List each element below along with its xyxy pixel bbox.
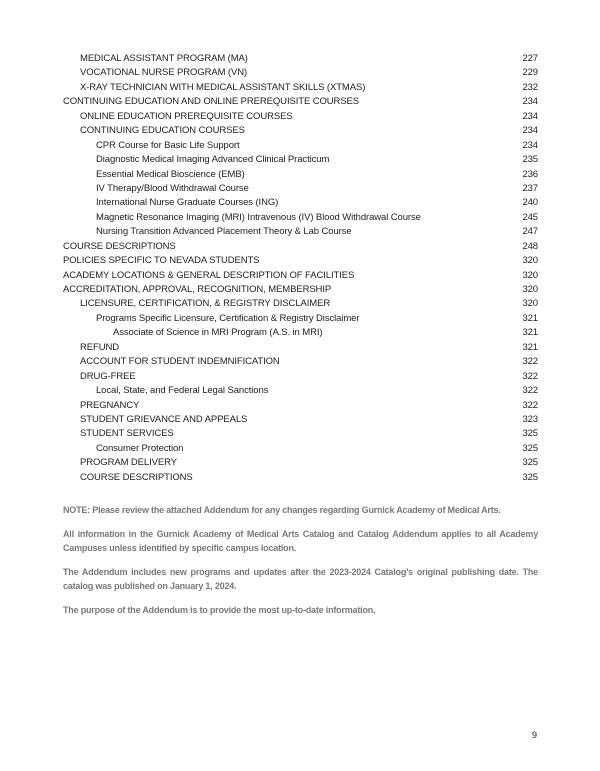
note-paragraph: The purpose of the Addendum is to provide the most up-to-date information. bbox=[63, 604, 376, 615]
toc-entry[interactable] bbox=[63, 342, 538, 356]
toc-entry-label: VOCATIONAL NURSE PROGRAM (VN) bbox=[80, 67, 248, 79]
toc-entry[interactable] bbox=[63, 313, 538, 327]
toc-entry[interactable] bbox=[63, 298, 538, 312]
toc-entry-label: ACCREDITATION, APPROVAL, RECOGNITION, MEMBERSHIP bbox=[63, 284, 332, 295]
toc-entry-page-number: 321 bbox=[522, 312, 538, 324]
toc-entry-label: Nursing Transition Advanced Placement Theory & Lab Course bbox=[96, 226, 352, 238]
notes-section bbox=[63, 503, 538, 626]
toc-entry[interactable] bbox=[63, 472, 538, 486]
toc-entry-label: ACCOUNT FOR STUDENT INDEMNIFICATION bbox=[80, 356, 280, 368]
toc-entry-page-number: 322 bbox=[522, 385, 538, 397]
toc-entry[interactable] bbox=[63, 457, 538, 471]
toc-entry[interactable] bbox=[63, 111, 538, 125]
toc-entry-label: X-RAY TECHNICIAN WITH MEDICAL ASSISTANT SKILLS (XTMAS) bbox=[80, 81, 366, 93]
toc-entry-page-number: 322 bbox=[522, 356, 538, 368]
toc-entry-label: International Nurse Graduate Courses (ING) bbox=[96, 197, 279, 209]
toc-entry[interactable] bbox=[63, 125, 538, 139]
toc-entry-page-number: 320 bbox=[522, 255, 538, 267]
toc-entry-page-number: 325 bbox=[522, 471, 538, 483]
toc-entry-label: Programs Specific Licensure, Certification & Registry Disclaimer bbox=[96, 312, 360, 324]
toc-entry-page-number: 322 bbox=[522, 399, 538, 411]
footer-page-number: 9 bbox=[531, 730, 537, 740]
toc-entry[interactable] bbox=[63, 212, 538, 226]
toc-entry[interactable] bbox=[63, 226, 538, 240]
toc-entry-page-number: 240 bbox=[522, 197, 538, 209]
toc-entry[interactable] bbox=[63, 67, 538, 81]
toc-entry-label: COURSE DESCRIPTIONS bbox=[63, 240, 176, 252]
toc-entry[interactable] bbox=[63, 428, 538, 442]
toc-entry[interactable] bbox=[63, 154, 538, 168]
toc-entry-label: REFUND bbox=[80, 341, 119, 353]
toc-entry-label: PREGNANCY bbox=[80, 399, 140, 411]
toc-entry[interactable] bbox=[63, 241, 538, 255]
toc-entry-page-number: 234 bbox=[522, 96, 538, 108]
toc-entry-label: COURSE DESCRIPTIONS bbox=[80, 471, 193, 483]
toc-entry-label: Magnetic Resonance Imaging (MRI) Intravenous (IV) Blood Withdrawal Course bbox=[96, 211, 421, 223]
toc-entry-label: CPR Course for Basic Life Support bbox=[96, 139, 240, 151]
toc-entry-page-number: 234 bbox=[522, 110, 538, 122]
toc-entry[interactable] bbox=[63, 169, 538, 183]
toc-entry-label: DRUG-FREE bbox=[80, 370, 136, 382]
toc-entry[interactable] bbox=[63, 82, 538, 96]
toc-entry-label: Consumer Protection bbox=[96, 442, 184, 454]
toc-entry-label: STUDENT SERVICES bbox=[80, 428, 174, 440]
toc-entry-label: ONLINE EDUCATION PREREQUISITE COURSES bbox=[80, 110, 293, 122]
toc-entry[interactable] bbox=[63, 414, 538, 428]
toc-entry[interactable] bbox=[63, 197, 538, 211]
toc-entry-label: LICENSURE, CERTIFICATION, & REGISTRY DISCLAIMER bbox=[80, 298, 331, 310]
toc-entry-label: PROGRAM DELIVERY bbox=[80, 457, 177, 469]
note-paragraph: The Addendum includes new programs and updates after the 2023-2024 Catalog’s original publishing date. The catalog was published on January 1, 2024. bbox=[63, 566, 538, 591]
toc-entry-page-number: 323 bbox=[522, 413, 538, 425]
toc-entry[interactable] bbox=[63, 385, 538, 399]
toc-entry-label: Associate of Science in MRI Program (A.S. in MRI) bbox=[113, 327, 323, 339]
toc-entry-page-number: 322 bbox=[522, 370, 538, 382]
toc-entry-page-number: 320 bbox=[522, 269, 538, 281]
toc-entry-page-number: 325 bbox=[522, 457, 538, 469]
toc-entry-page-number: 234 bbox=[522, 139, 538, 151]
toc-entry-label: Diagnostic Medical Imaging Advanced Clinical Practicum bbox=[96, 154, 330, 166]
toc-entry-label: MEDICAL ASSISTANT PROGRAM (MA) bbox=[80, 53, 248, 64]
toc-entry-page-number: 320 bbox=[522, 298, 538, 310]
toc-list bbox=[63, 53, 538, 486]
toc-entry-page-number: 245 bbox=[522, 211, 538, 223]
toc-entry[interactable] bbox=[63, 140, 538, 154]
toc-entry-page-number: 237 bbox=[522, 182, 538, 194]
toc-entry-label: CONTINUING EDUCATION COURSES bbox=[80, 125, 245, 137]
toc-entry-page-number: 321 bbox=[522, 327, 538, 339]
toc-entry-label: Local, State, and Federal Legal Sanctions bbox=[96, 385, 269, 397]
toc-entry-page-number: 227 bbox=[522, 53, 538, 64]
toc-entry-page-number: 325 bbox=[522, 442, 538, 454]
toc-entry-page-number: 229 bbox=[522, 67, 538, 79]
toc-entry-label: POLICIES SPECIFIC TO NEVADA STUDENTS bbox=[63, 255, 260, 267]
toc-entry[interactable] bbox=[63, 400, 538, 414]
toc-entry[interactable] bbox=[63, 371, 538, 385]
toc-entry[interactable] bbox=[63, 53, 538, 67]
toc-entry[interactable] bbox=[63, 96, 538, 110]
toc-entry[interactable] bbox=[63, 327, 538, 341]
toc-entry-label: Essential Medical Bioscience (EMB) bbox=[96, 168, 245, 180]
toc-entry-page-number: 320 bbox=[522, 284, 538, 295]
toc-entry-label: STUDENT GRIEVANCE AND APPEALS bbox=[80, 413, 248, 425]
toc-entry[interactable] bbox=[63, 284, 538, 298]
toc-entry-label: IV Therapy/Blood Withdrawal Course bbox=[96, 182, 249, 194]
toc-entry-page-number: 235 bbox=[522, 154, 538, 166]
note-paragraph: All information in the Gurnick Academy of Medical Arts Catalog and Catalog Addendum applies to all Academy Campuses unless identified by specific campus location. bbox=[63, 528, 538, 553]
toc-entry-page-number: 247 bbox=[522, 226, 538, 238]
toc-entry-page-number: 234 bbox=[522, 125, 538, 137]
toc-entry-page-number: 232 bbox=[522, 81, 538, 93]
toc-entry-label: CONTINUING EDUCATION AND ONLINE PREREQUISITE COURSES bbox=[63, 96, 360, 108]
toc-entry[interactable] bbox=[63, 356, 538, 370]
toc-entry-page-number: 236 bbox=[522, 168, 538, 180]
toc-entry-page-number: 321 bbox=[522, 341, 538, 353]
toc-entry-page-number: 248 bbox=[522, 240, 538, 252]
toc-entry[interactable] bbox=[63, 270, 538, 284]
toc-entry[interactable] bbox=[63, 443, 538, 457]
toc-entry[interactable] bbox=[63, 255, 538, 269]
toc-entry[interactable] bbox=[63, 183, 538, 197]
toc-entry-label: ACADEMY LOCATIONS & GENERAL DESCRIPTION OF FACILITIES bbox=[63, 269, 355, 281]
note-paragraph: NOTE: Please review the attached Addendum for any changes regarding Gurnick Academy of Medical Arts. bbox=[63, 505, 501, 515]
toc-entry-page-number: 325 bbox=[522, 428, 538, 440]
